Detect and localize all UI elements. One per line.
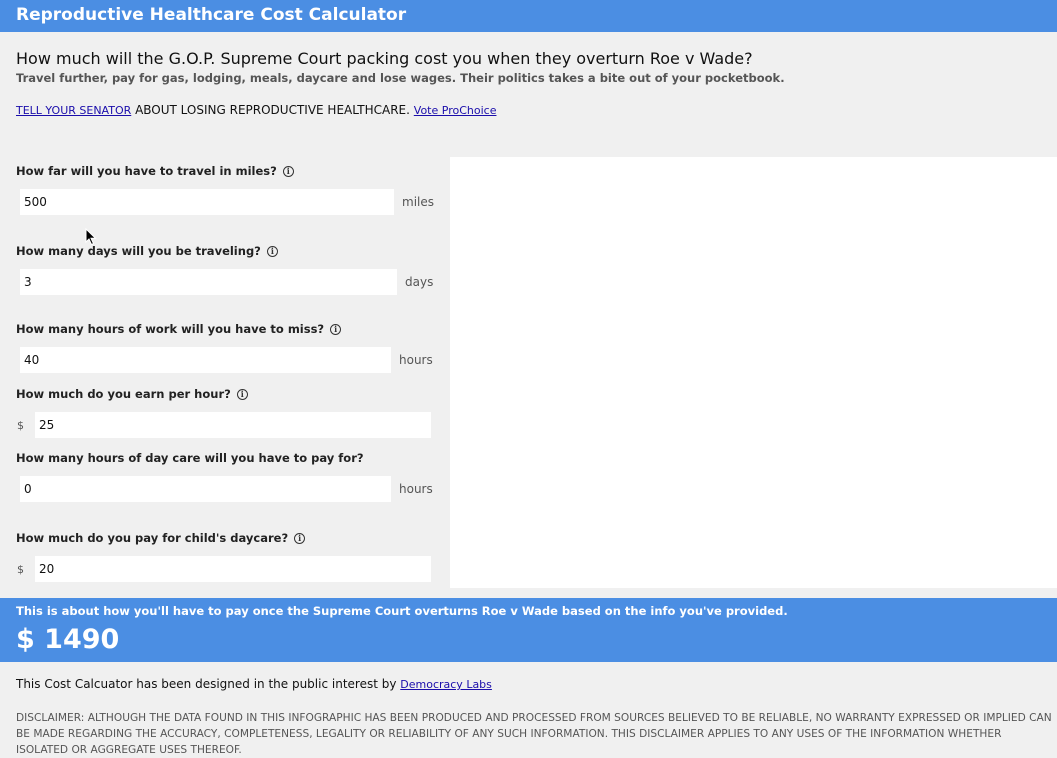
days-unit: days [405,275,434,289]
tell-senator-link[interactable]: TELL YOUR SENATOR [16,104,132,117]
wage-label [16,387,248,401]
disclaimer: DISCLAIMER: ALTHOUGH THE DATA FOUND IN THIS INFOGRAPHIC HAS BEEN PRODUCED AND PROCESSED FROM SOURCES BELIEVED TO BE RELIABLE, NO WARRANTY EXPRESSED OR IMPLIED CAN BE MADE REGARDING THE ACCURACY, COMPLETENESS, LEGALITY OR RELIABILITY OF ANY SUCH INFORMATION. THIS DISCLAIMER APPLIES TO ANY USES OF THE INFORMATION WHETHER ISOLATED OR AGGREGATE USES THEREOF. [16,712,1052,756]
daycare-rate-label-text: How much do you pay for child's daycare? [16,531,289,545]
wage-currency: $ [17,419,24,432]
work-hours-unit: hours [399,353,433,367]
info-icon[interactable]: i [294,533,305,544]
miles-input[interactable] [20,189,394,215]
result-total: $ 1490 [16,624,120,655]
vote-prochoice-link[interactable]: Vote ProChoice [413,104,497,117]
info-icon[interactable]: i [330,324,341,335]
days-input[interactable] [20,269,397,295]
work-hours-input[interactable] [20,347,391,373]
days-label-text: How many days will you be traveling? [16,244,261,258]
info-icon[interactable]: i [267,246,278,257]
daycare-rate-label [16,531,305,545]
miles-label [16,164,294,178]
result-bar [0,598,1057,662]
results-panel [450,157,1057,588]
app-title: Reproductive Healthcare Cost Calculator [16,5,407,25]
result-description: This is about how you'll have to pay once the Supreme Court overturns Roe v Wade based on the info you've provided. [16,604,788,618]
work-hours-label-text: How many hours of work will you have to miss? [16,322,325,336]
info-icon[interactable]: i [237,389,248,400]
page-question: How much will the G.O.P. Supreme Court packing cost you when they overturn Roe v Wade? [16,49,753,68]
page-subtext: Travel further, pay for gas, lodging, meals, daycare and lose wages. Their politics takes a bite out of your pocketbook. [16,71,785,85]
daycare-hours-label-text: How many hours of day care will you have to pay for? [16,451,364,465]
credit-text: This Cost Calcuator has been designed in the public interest by [16,677,401,691]
action-line [16,103,496,117]
miles-label-text: How far will you have to travel in miles? [16,164,277,178]
miles-unit: miles [402,195,434,209]
work-hours-label [16,322,341,336]
daycare-hours-input[interactable] [20,476,391,502]
mouse-cursor-icon [85,228,97,246]
wage-label-text: How much do you earn per hour? [16,387,231,401]
info-icon[interactable]: i [283,166,294,177]
wage-input[interactable] [35,412,431,438]
daycare-rate-input[interactable] [35,556,431,582]
daycare-rate-currency: $ [17,563,24,576]
credit-line [16,677,492,691]
days-label [16,244,278,258]
democracy-labs-link[interactable]: Democracy Labs [400,678,492,691]
daycare-hours-unit: hours [399,482,433,496]
app-title-bar [0,0,1057,32]
action-line-text: ABOUT LOSING REPRODUCTIVE HEALTHCARE. [131,103,414,117]
daycare-hours-label [16,451,364,465]
